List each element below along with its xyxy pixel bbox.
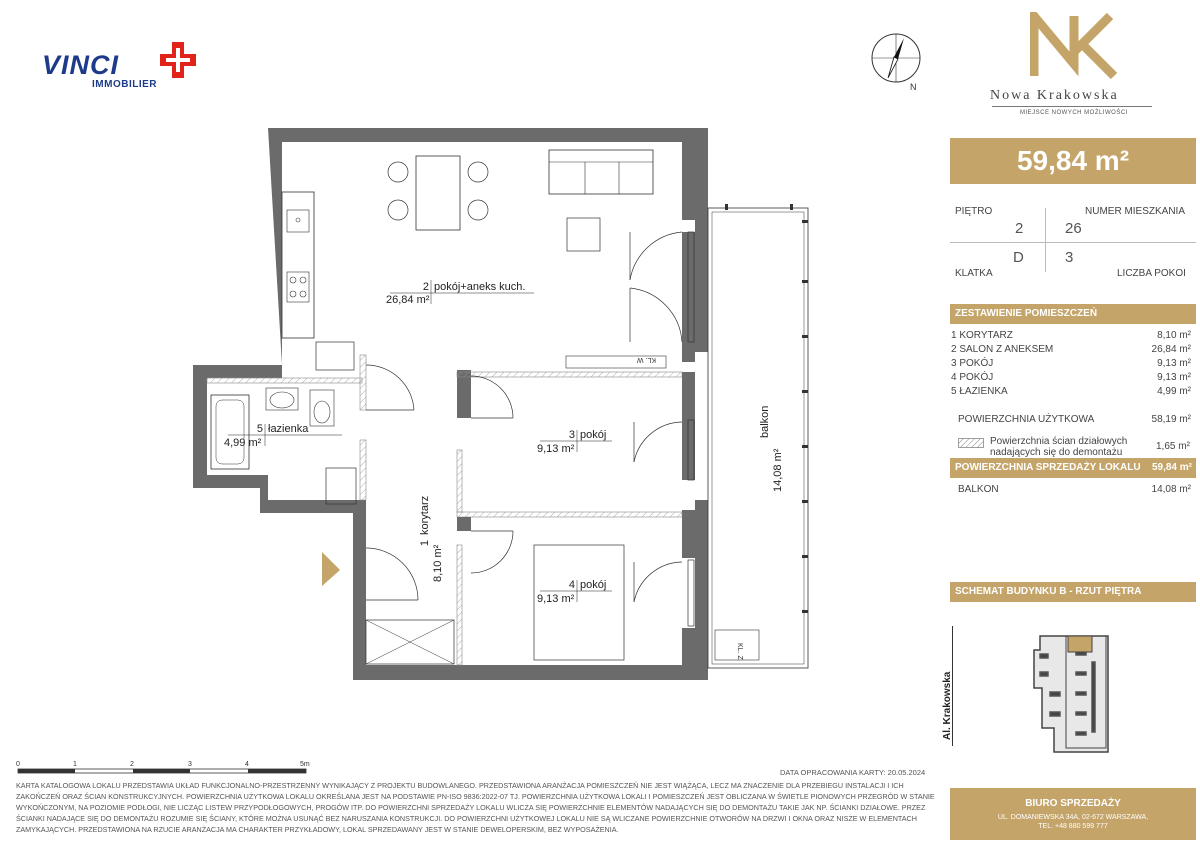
room4-name: pokój (580, 579, 607, 591)
rooms-value: 3 (1065, 249, 1074, 266)
room4-num: 4 (568, 579, 575, 591)
stair-label: KLATKA (955, 268, 993, 279)
apartment-label: NUMER MIESZKANIA (1085, 206, 1186, 217)
scale-tick: 4 (245, 761, 249, 768)
scale-tick: 5m (300, 761, 310, 768)
usable-area-row: POWIERZCHNIA UŻYTKOWA 58,19 m² (958, 414, 1191, 425)
toilet-icon (310, 390, 334, 426)
room3-name: pokój (580, 429, 607, 441)
summary-divider (950, 242, 1196, 243)
balcony-row: BALKON 14,08 m² (958, 484, 1191, 495)
washing-machine-icon (326, 468, 356, 504)
demolition-wall (207, 378, 362, 383)
scale-tick: 0 (16, 761, 20, 768)
floor-label: PIĘTRO (955, 206, 993, 217)
card-date: DATA OPRACOWANIA KARTY: 20.05.2024 (780, 768, 926, 777)
rooms-row: 2 SALON Z ANEKSEM 26,84 m² (951, 344, 1191, 355)
demolition-wall (457, 512, 682, 517)
outer-walls (193, 128, 708, 680)
building-scheme-drawing (1020, 632, 1128, 756)
sales-office-phone: TEL. +48 880 599 777 (1038, 823, 1108, 830)
rooms-label: LICZBA POKOI (1117, 268, 1186, 279)
ac-unit-w-label: KL. W (636, 356, 656, 363)
vinci-cross-icon (158, 40, 200, 82)
sales-office-address: UL. DOMANIEWSKA 34A, 02-672 WARSZAWA, (997, 814, 1149, 821)
sales-office-box (950, 788, 1196, 840)
walls-label: Powierzchnia ścian działowych nadających się do demontażu (990, 436, 1128, 458)
demolition-wall (457, 372, 682, 377)
bathtub-icon (211, 395, 249, 469)
nk-logo-tagline: MIEJSCE NOWYCH MOŻLIWOŚCI (1020, 110, 1128, 116)
fridge-icon (316, 342, 354, 370)
stair-value: D (1013, 249, 1024, 266)
corridor-area: 8,10 m² (432, 544, 444, 582)
living-num: 2 (422, 281, 429, 293)
vinci-logo-subtext: IMMOBILIER (92, 79, 157, 90)
corridor-name: korytarz (419, 495, 431, 535)
wall-segment (682, 628, 695, 668)
entrance-arrow-icon (322, 552, 340, 586)
building-scheme-header: SCHEMAT BUDYNKU B - RZUT PIĘTRA (950, 582, 1196, 602)
compass-icon (868, 30, 928, 92)
rooms-row: 5 ŁAZIENKA 4,99 m² (951, 386, 1191, 397)
balcony-name: balkon (759, 405, 771, 438)
balcony-outline (708, 208, 808, 668)
rooms-row: 3 POKÓJ 9,13 m² (951, 358, 1191, 369)
disclaimer-text: KARTA KATALOGOWA LOKALU PRZEDSTAWIA UKŁAD FUNKCJONALNO-PRZESTRZENNY WYNIKAJĄCY Z PROJEKTU BUDOWLANEGO. PRZEDSTAWIONA ARANŻACJA POMIESZCZEŃ NIE JEST WIĄŻĄCA, LECZ MA ZNACZENIE DLA PRZEBIEGU INSTALACJI I ICH ZAKOŃCZEŃ ORAZ ŚCIAN KONSTRUKCYJNYCH. POWIERZCHNIA UŻYTKOWA LOKALU OKREŚLANA JEST NA PODSTAWIE PN-ISO 9836:2022-07 TJ. POWIERZCHNIA UŻYTKOWA LOKALI I POMIESZCZEŃ JEST OBLICZANA W ŚWIETLE PIONOWYCH PRZEGRÓD W STANIE WYKOŃCZONYM, NA POZIOMIE PODŁOGI, NIE LICZĄC LISTEW PRZYPODŁOGOWYCH, PROGÓW ITP. DO POWIERZCHNI SPRZEDAŻY LOKALU WLICZA SIĘ POWIERZCHNIE ELEMENTÓW NADAJĄCYCH SIĘ DO DEMONTAŻU TAKIE JAK NP. ŚCIANKI DZIAŁOWE. PRZEZ ŚCIANKI NADAJĄCE SIĘ DO DEMONTAŻU ROZUMIE SIĘ ŚCIANY, KTÓRE MOŻNA USUNĄĆ BEZ NARUSZANIA KONSTRUKCJI. DO POWIERZCHNI UŻYTKOWEJ LOKALU NIE SĄ WLICZANE POWIERZCHNIE OTWORÓW NA DRZWI I OKNA ORAZ NISZE W ELEMENTACH ZAMYKAJĄCYCH. PRZEDSTAWIONA NA RZUCIE ARANŻACJA MA CHARAKTER PRZYKŁADOWY, LOKAL SPRZEDAWANY JEST W STANIE DEWELOPERSKIM, BEZ WYPOSAŻENIA. (16, 781, 935, 834)
demolition-hatch-icon (958, 438, 984, 448)
balcony-area: 14,08 m² (772, 448, 784, 492)
nk-logo-rule (992, 106, 1152, 107)
chairs (388, 162, 488, 220)
sofa (549, 150, 653, 194)
sales-office-title: BIURO SPRZEDAŻY (1025, 798, 1121, 809)
scale-bar (14, 758, 324, 776)
summary-vdivider (1045, 208, 1046, 272)
scale-tick: 2 (130, 761, 134, 768)
ac-unit-z-label: KL. Z (736, 643, 743, 660)
compass-label: N (910, 82, 917, 92)
floor-plan (190, 120, 830, 690)
room3-area: 9,13 m² (537, 443, 575, 455)
rooms-table-header: ZESTAWIENIE POMIESZCZEŃ (950, 304, 1196, 324)
floor-value: 2 (1015, 220, 1024, 237)
apartment-value: 26 (1065, 220, 1082, 237)
nk-logo-icon (1030, 12, 1118, 82)
coffee-table (567, 218, 600, 251)
living-name: pokój+aneks kuch. (434, 281, 526, 293)
scale-tick: 1 (73, 761, 77, 768)
rooms-row: 1 KORYTARZ 8,10 m² (951, 330, 1191, 341)
scale-tick: 3 (188, 761, 192, 768)
bathroom-num: 5 (256, 423, 263, 435)
nk-logo-name: Nowa Krakowska (990, 88, 1119, 103)
dining-table (416, 156, 460, 230)
washbasin-icon (266, 388, 298, 410)
wall-segment (353, 530, 366, 542)
vinci-logo-text: VINCI (42, 50, 120, 80)
bathroom-name: łazienka (268, 423, 309, 435)
room4-area: 9,13 m² (537, 593, 575, 605)
walls-value: 1,65 m² (1156, 441, 1190, 452)
room3-num: 3 (568, 429, 575, 441)
demolition-wall (360, 440, 366, 500)
living-area: 26,84 m² (386, 294, 430, 306)
demolition-wall (457, 450, 462, 512)
rooms-row: 4 POKÓJ 9,13 m² (951, 372, 1191, 383)
sale-area-bar: POWIERZCHNIA SPRZEDAŻY LOKALU 59,84 m² (950, 458, 1196, 478)
street-label: Al. Krakowska (942, 671, 953, 740)
wall-segment (682, 232, 695, 362)
demolition-wall (457, 545, 462, 665)
corridor-num: 1 (419, 540, 431, 547)
bathroom-area: 4,99 m² (224, 437, 262, 449)
wall-segment (682, 372, 695, 480)
total-area-box: 59,84 m² (950, 138, 1196, 184)
wall-segment (682, 510, 695, 558)
wall-segment (457, 517, 471, 531)
